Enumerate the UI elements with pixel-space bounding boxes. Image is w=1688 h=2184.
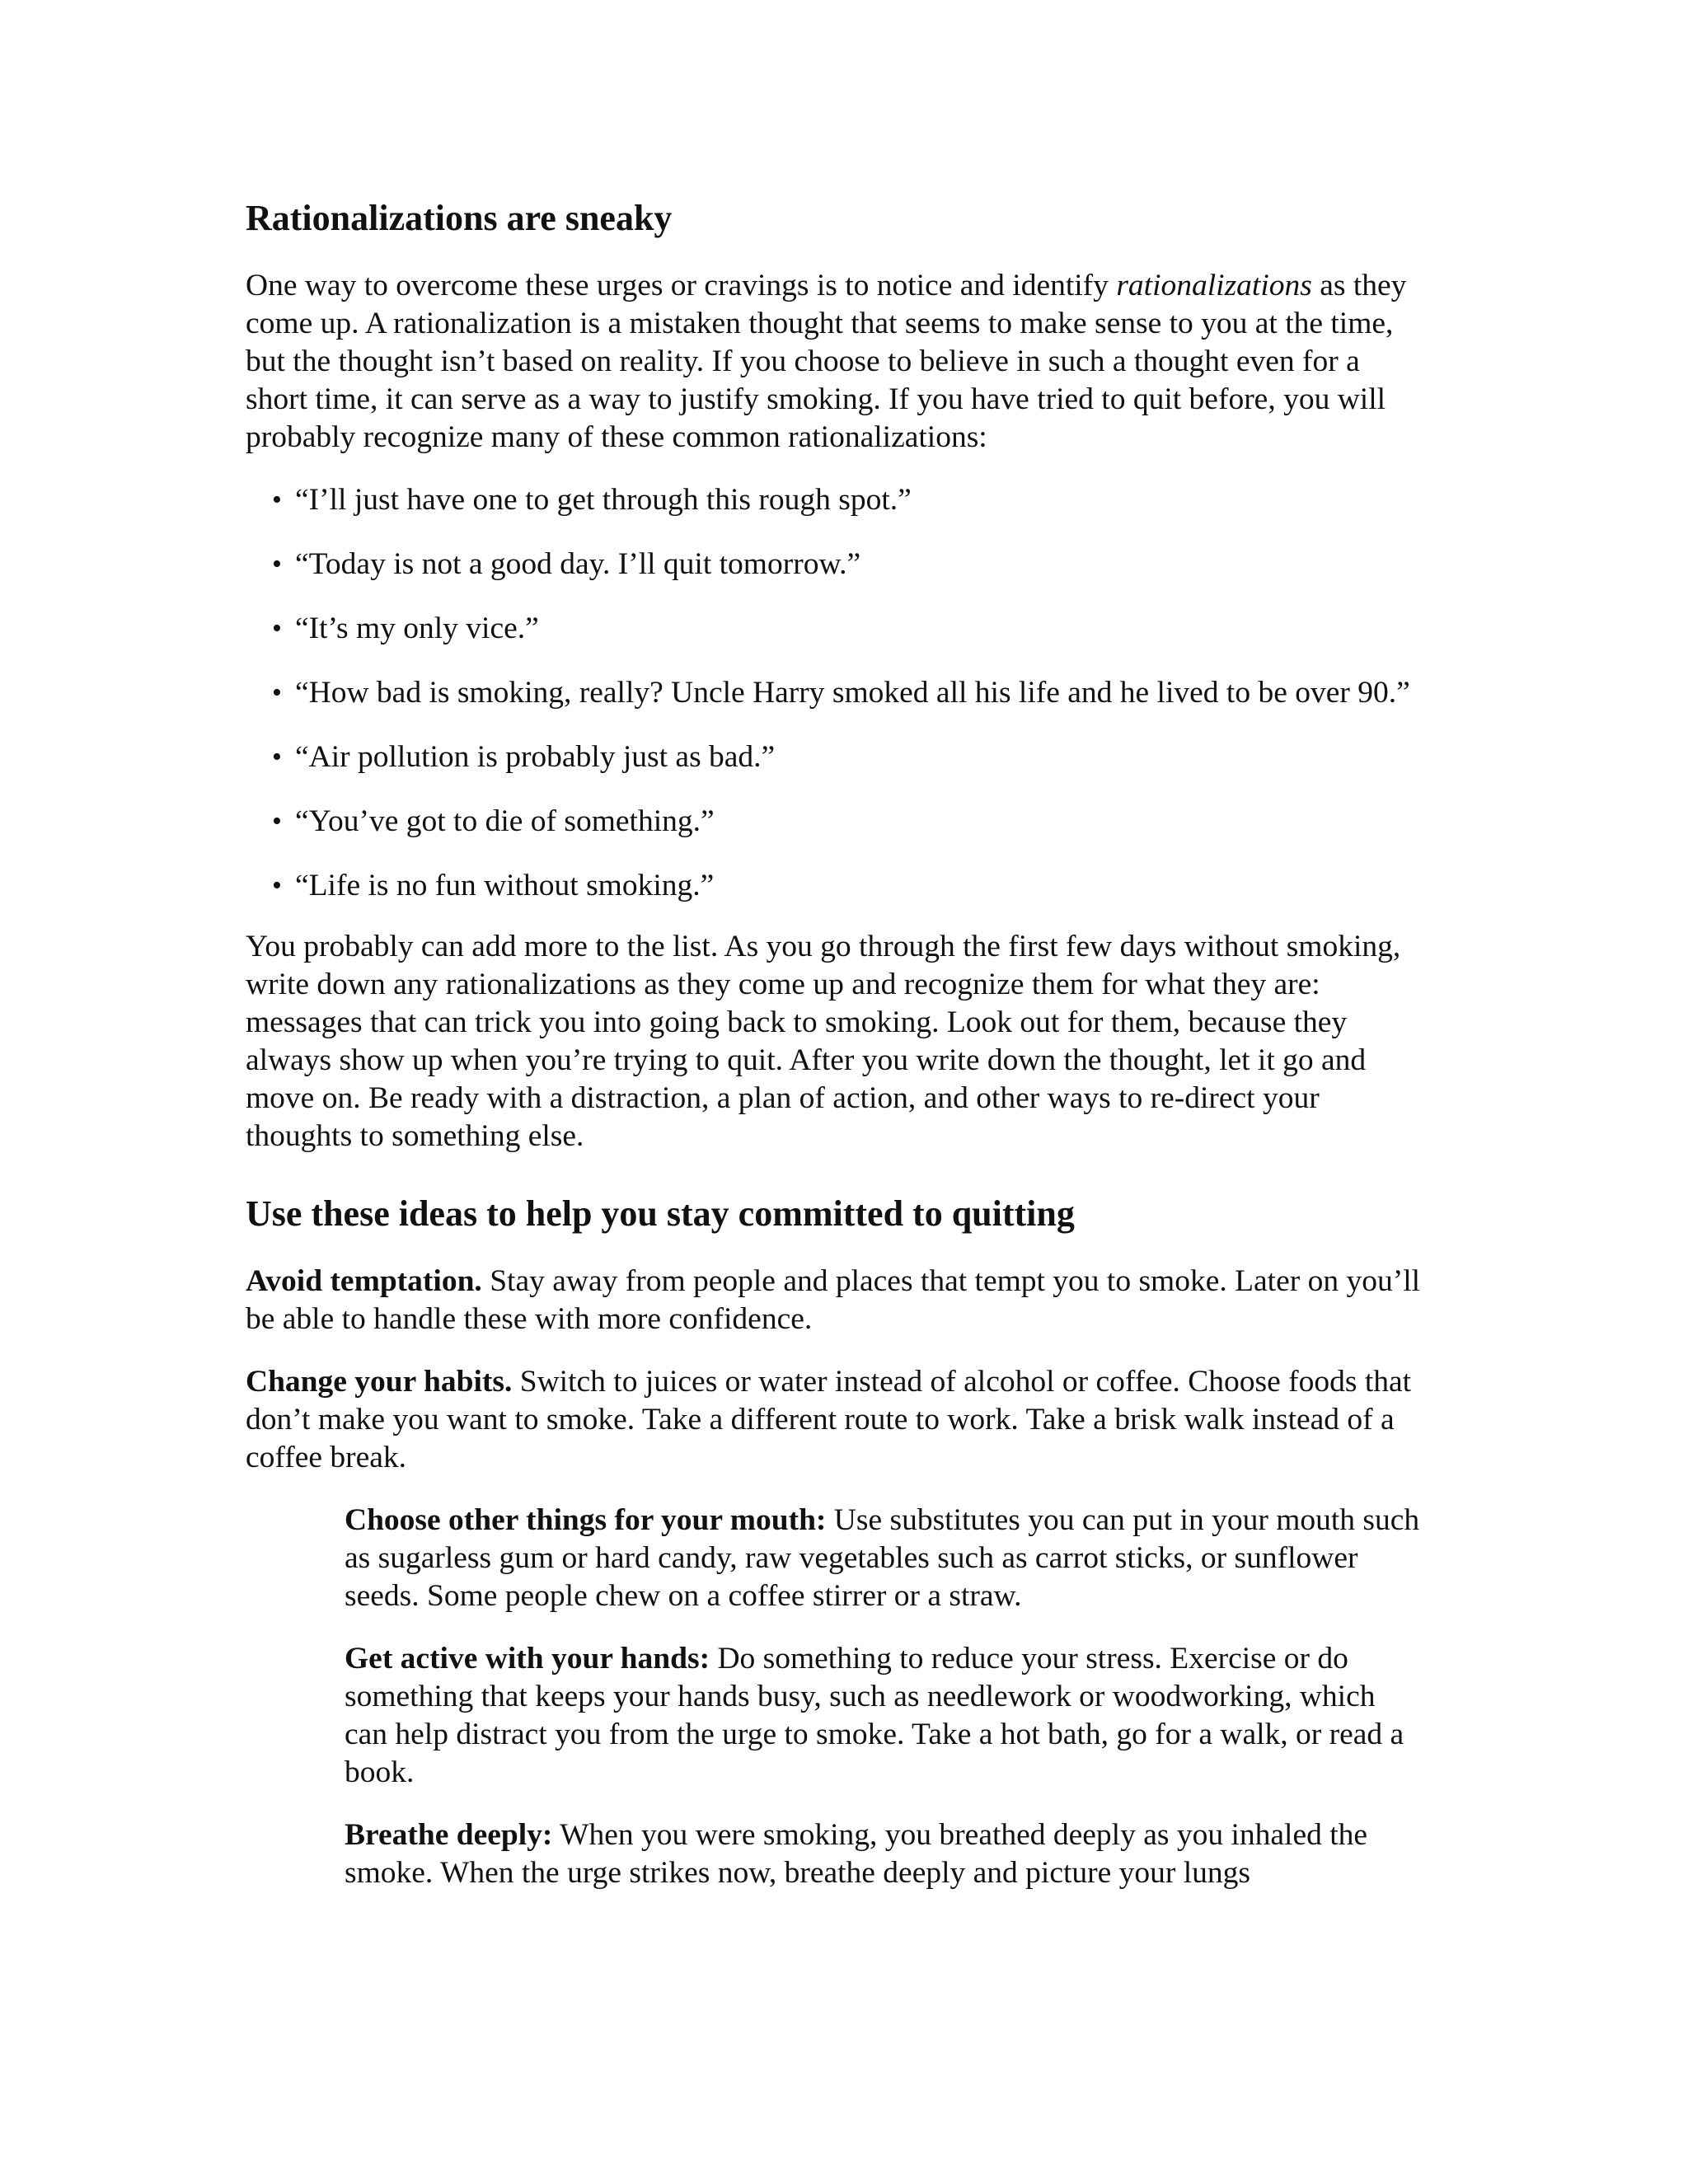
tip-text: Switch to juices or water instead of alcohol or coffee. Choose foods that don’t make you want to smoke. Take a different route to work. Take a brisk walk instead of a coffee break. bbox=[246, 1365, 1412, 1474]
bullet-icon: • bbox=[272, 677, 282, 708]
list-item bbox=[272, 867, 1434, 905]
bullet-icon: • bbox=[272, 870, 282, 901]
list-item bbox=[272, 481, 1434, 519]
section-heading-rationalizations: Rationalizations are sneaky bbox=[246, 198, 673, 238]
subtip-title: Breathe deeply: bbox=[345, 1818, 553, 1852]
tip-paragraph bbox=[246, 1363, 1441, 1477]
subtip-paragraph bbox=[345, 1640, 1424, 1792]
subtip-text: When you were smoking, you breathed deeply as you inhaled the smoke. When the urge strikes now, breathe deeply and picture your lungs bbox=[345, 1818, 1368, 1890]
tip-title: Avoid temptation. bbox=[246, 1264, 482, 1298]
list-item bbox=[272, 803, 1434, 841]
bullet-icon: • bbox=[272, 613, 282, 644]
list-item-text: “You’ve got to die of something.” bbox=[295, 804, 715, 838]
list-item-text: “Air pollution is probably just as bad.” bbox=[295, 740, 776, 774]
subtip-text: Use substitutes you can put in your mouth such as sugarless gum or hard candy, raw vegetables such as carrot sticks, or sunflower seeds. Some people chew on a coffee stirrer or a straw. bbox=[345, 1503, 1420, 1613]
intro-italic-term: rationalizations bbox=[1116, 269, 1312, 302]
list-item bbox=[272, 546, 1434, 583]
subtip-title: Get active with your hands: bbox=[345, 1642, 710, 1675]
list-item bbox=[272, 738, 1434, 776]
bullet-icon: • bbox=[272, 742, 282, 772]
tip-text: Stay away from people and places that tempt you to smoke. Later on you’ll be able to handle these with more confidence. bbox=[246, 1264, 1421, 1336]
bullet-icon: • bbox=[272, 549, 282, 579]
subtip-title: Choose other things for your mouth: bbox=[345, 1503, 827, 1537]
subtip-paragraph bbox=[345, 1816, 1424, 1892]
subtip-text: Do something to reduce your stress. Exercise or do something that keeps your hands busy, such as needlework or woodworking, which can help distract you from the urge to smoke. Take a hot bath, go for a walk, or read a book. bbox=[345, 1642, 1404, 1789]
section-heading-ideas: Use these ideas to help you stay committed to quitting bbox=[246, 1193, 1075, 1234]
list-item-text: “I’ll just have one to get through this rough spot.” bbox=[295, 483, 912, 517]
intro-text-end: as they come up. A rationalization is a mistaken thought that seems to make sense to you at the time, but the thought isn’t based on reality. If you choose to believe in such a thought even for a short time, it can serve as a way to justify smoking. If you have tried to quit before, you will probably recognize many of these common rationalizations: bbox=[246, 269, 1407, 454]
subtip-paragraph bbox=[345, 1502, 1424, 1615]
intro-paragraph bbox=[246, 267, 1424, 457]
intro-text-start: One way to overcome these urges or cravings is to notice and identify bbox=[246, 269, 1117, 302]
page-content bbox=[246, 196, 1432, 1892]
list-item-text: “How bad is smoking, really? Uncle Harry smoked all his life and he lived to be over 90.” bbox=[295, 676, 1410, 710]
list-item bbox=[272, 610, 1434, 648]
list-item-text: “Today is not a good day. I’ll quit tomorrow.” bbox=[295, 547, 861, 581]
bullet-icon: • bbox=[272, 806, 282, 837]
rationalizations-list bbox=[272, 481, 1434, 905]
bullet-icon: • bbox=[272, 485, 282, 515]
list-item-text: “Life is no fun without smoking.” bbox=[295, 869, 715, 902]
closing-paragraph: You probably can add more to the list. As you go through the first few days without smoking, write down any rationalizations as they come up and recognize them for what they are: messages that can trick you into going back to smoking. Look out for them, because they always show up when you’re trying to quit. After you write down the thought, let it go and move on. Be ready with a distraction, a plan of action, and other ways to re-direct your thoughts to something else. bbox=[246, 930, 1401, 1153]
list-item-text: “It’s my only vice.” bbox=[295, 612, 539, 645]
tip-paragraph bbox=[246, 1263, 1441, 1338]
list-item bbox=[272, 674, 1434, 712]
tip-title: Change your habits. bbox=[246, 1365, 513, 1399]
